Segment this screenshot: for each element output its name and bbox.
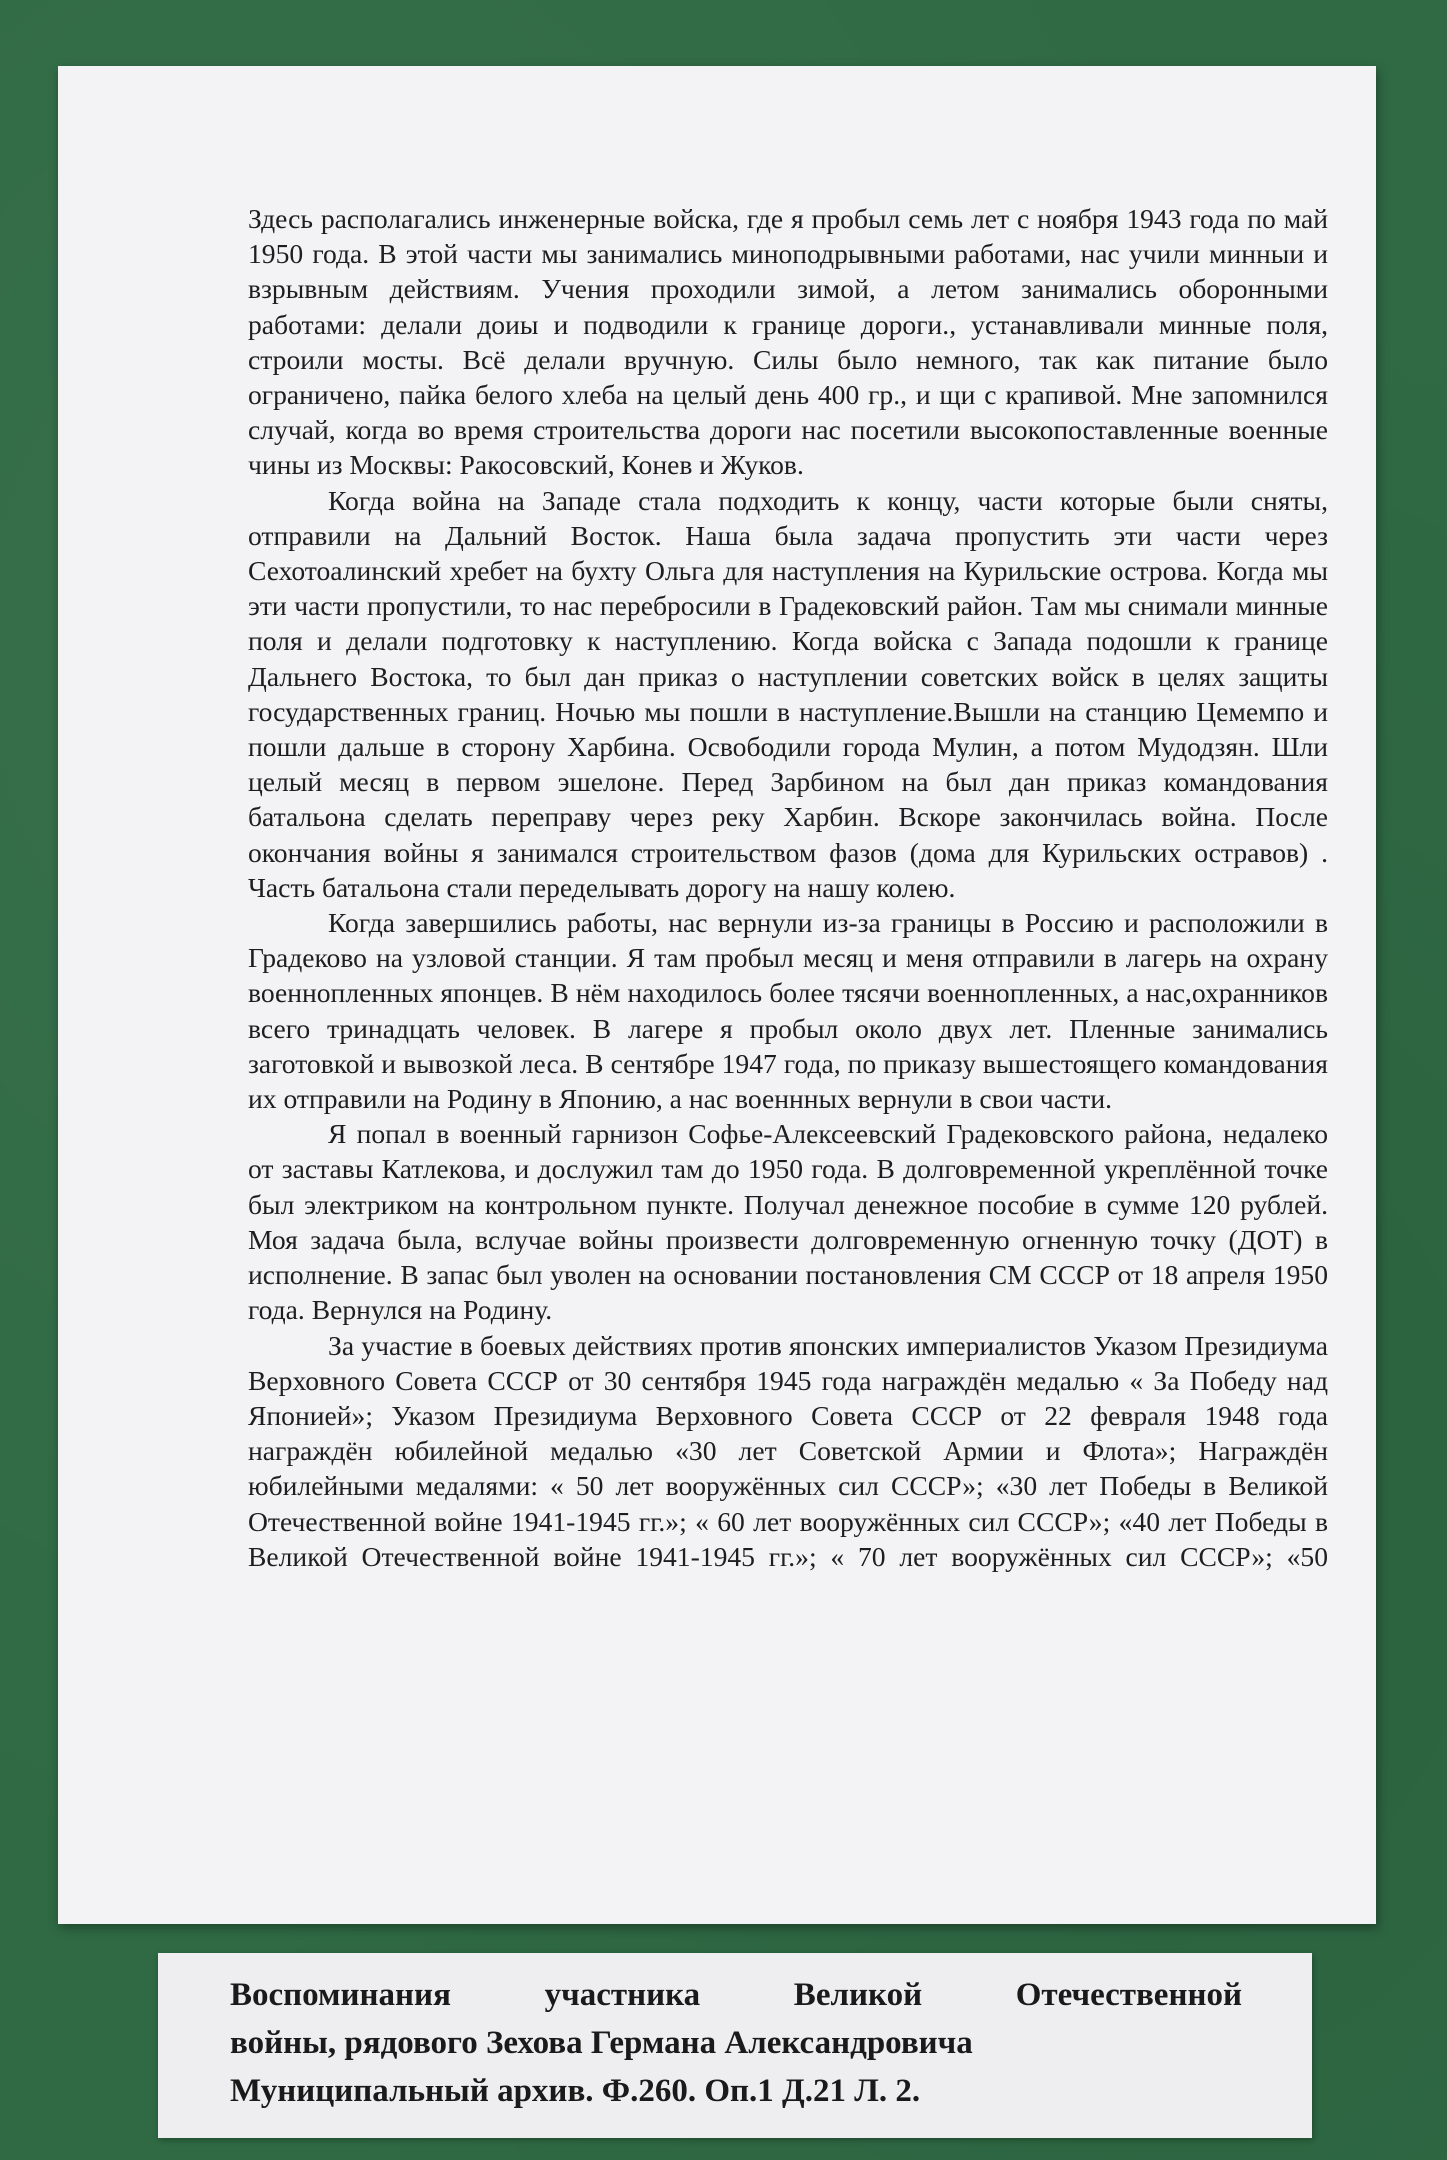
memoir-text	[248, 201, 1328, 1574]
caption-line-3: Муниципальный архив. Ф.260. Оп.1 Д.21 Л. 2.	[230, 2073, 921, 2109]
paragraph-1: Здесь располагались инженерные войска, где я пробыл семь лет с ноября 1943 года по май 1950 года. В этой части мы занимались миноподрывными работами, нас учили минныи и взрывным действиям. Учения проходили зимой, а летом занимались оборонными работами: делали доиы и подводили к границе дороги., устанавливали минные поля, строили мосты. Всё делали вручную. Силы было немного, так как питание было ограничено, пайка белого хлеба на целый день 400 гр., и щи с крапивой. Мне запомнился случай, когда во время строительства дороги нас посетили высокопоставленные военные чины из Москвы: Ракосовский, Конев и Жуков.	[248, 203, 1328, 481]
caption-line-1: Воспоминания участника Великой Отечественной	[230, 1977, 1242, 2013]
caption-text	[230, 1971, 1242, 2115]
paragraph-3: Когда завершились работы, нас вернули из-за границы в Россию и расположили в Градеково на узловой станции. Я там пробыл месяц и меня отправили в лагерь на охрану военнопленных японцев. В нём находилось более тясячи военнопленных, а нас,охранников всего тринадцать человек. В лагере я пробыл около двух лет. Пленные занимались заготовкой и вывозкой леса. В сентябре 1947 года, по приказу вышестоящего командования их отправили на Родину в Японию, а нас военнных вернули в свои части.	[248, 907, 1328, 1115]
caption-line-2: войны, рядового Зехова Германа Александровича	[230, 2025, 973, 2061]
document-sheet	[58, 66, 1376, 1924]
caption-label	[158, 1953, 1312, 2138]
paragraph-2: Когда война на Западе стала подходить к концу, части которые были сняты, отправили на Дальний Восток. Наша была задача пропустить эти части через Сехотоалинский хребет на бухту Ольга для наступления на Курильские острова. Когда мы эти части пропустили, то нас перебросили в Градековский район. Там мы снимали минные поля и делали подготовку к наступлению. Когда войска с Запада подошли к границе Дальнего Востока, то был дан приказ о наступлении советских войск в целях защиты государственных границ. Ночью мы пошли в наступление.Вышли на станцию Цемемпо и пошли дальше в сторону Харбина. Освободили города Мулин, а потом Мудодзян. Шли целый месяц в первом эшелоне. Перед Зарбином на был дан приказ командования батальона сделать переправу через реку Харбин. Вскоре закончилась война. После окончания войны я занимался строительством фазов (дома для Курильских остравов) . Часть батальона стали переделывать дорогу на нашу колею.	[248, 484, 1328, 903]
paragraph-5: За участие в боевых действиях против японских империалистов Указом Президиума Верховного Совета СССР от 30 сентября 1945 года награждён медалью « За Победу над Японией»; Указом Президиума Верховного Совета СССР от 22 февраля 1948 года награждён юбилейной медалью «30 лет Советской Армии и Флота»; Награждён юбилейными медалями: « 50 лет вооружённых сил СССР»; «30 лет Победы в Великой Отечественной войне 1941-1945 гг.»; « 60 лет вооружённых сил СССР»; «40 лет Победы в Великой Отечественной войне 1941-1945 гг.»; « 70 лет вооружённых сил СССР»; «50	[248, 1329, 1328, 1572]
paragraph-4: Я попал в военный гарнизон Софье-Алексеевский Градековского района, недалеко от заставы Катлекова, и дослужил там до 1950 года. В долговременной укреплённой точке был электриком на контрольном пункте. Получал денежное пособие в сумме 120 рублей. Моя задача была, вслучае войны произвести долговременную огненную точку (ДОТ) в исполнение. В запас был уволен на основании постановления СМ СССР от 18 апреля 1950 года. Вернулся на Родину.	[248, 1118, 1328, 1326]
